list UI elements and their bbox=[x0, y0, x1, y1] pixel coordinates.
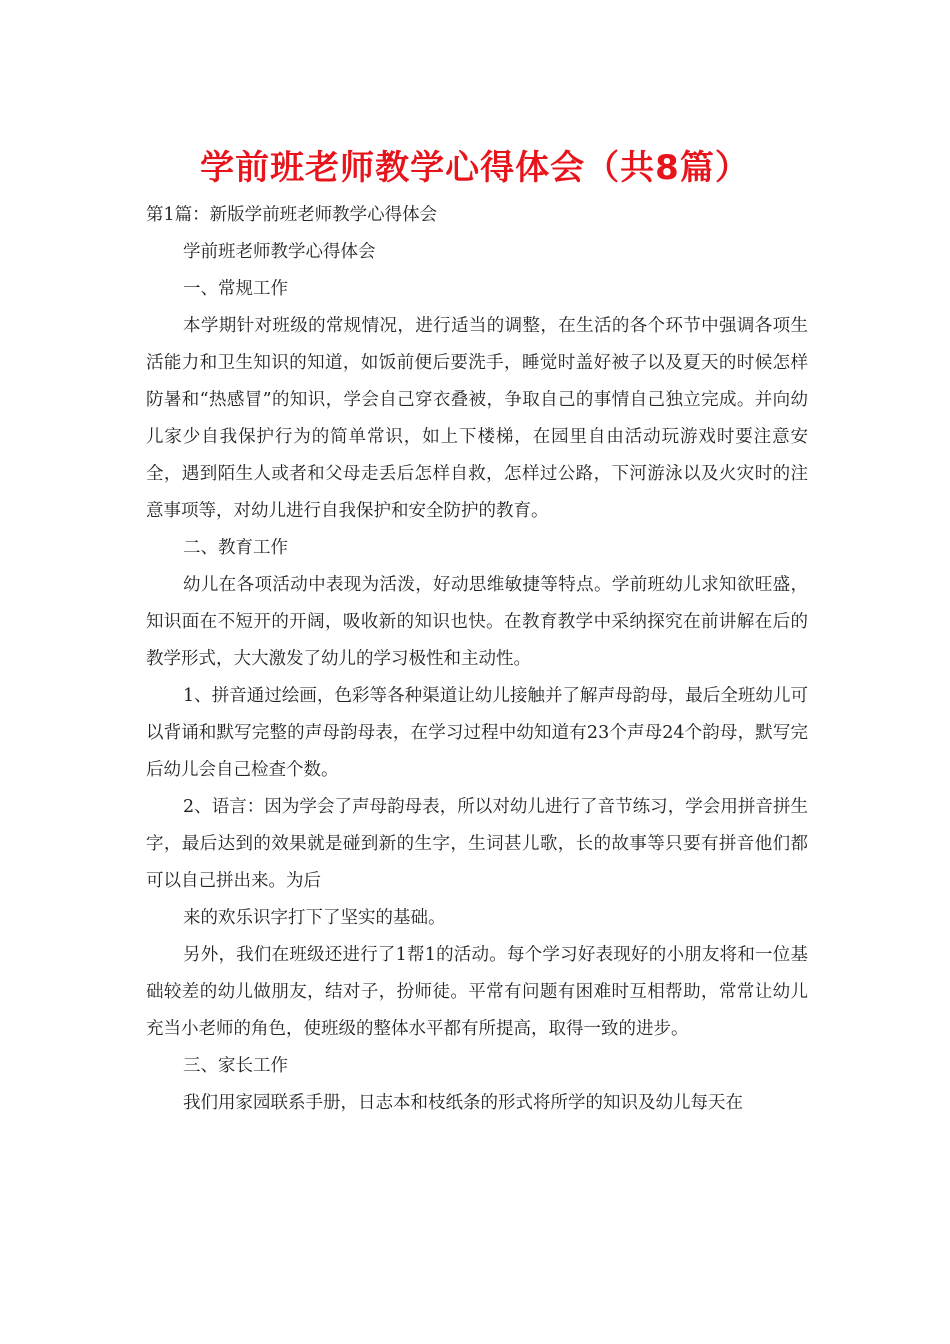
paragraph: 另外，我们在班级还进行了1帮1的活动。每个学习好表现好的小朋友将和一位基础较差的幼儿做朋友，结对子，扮师徒。平常有问题有困难时互相帮助，常常让幼儿充当小老师的角色，使班级的整体水平都有所提高，取得一致的进步。 bbox=[146, 945, 808, 1039]
section-heading: 三、家长工作 bbox=[183, 1056, 288, 1076]
section-heading: 一、常规工作 bbox=[183, 279, 288, 299]
paragraph: 本学期针对班级的常规情况，进行适当的调整，在生活的各个环节中强调各项生活能力和卫生知识的知道，如饭前便后要洗手，睡觉时盖好被子以及夏天的时候怎样防暑和“热感冒”的知识，学会自己穿衣叠被，争取自己的事情自己独立完成。并向幼儿家少自我保护行为的简单常识，如上下楼梯，在园里自由活动玩游戏时要注意安全，遇到陌生人或者和父母走丢后怎样自救，怎样过公路，下河游泳以及火灾时的注意事项等，对幼儿进行自我保护和安全防护的教育。 bbox=[146, 316, 808, 521]
document-body bbox=[146, 197, 808, 1122]
paragraph: 来的欢乐识字打下了坚实的基础。 bbox=[183, 908, 446, 928]
section-heading: 二、教育工作 bbox=[183, 538, 288, 558]
paragraph: 第1篇：新版学前班老师教学心得体会 bbox=[146, 205, 438, 225]
paragraph: 幼儿在各项活动中表现为活泼，好动思维敏捷等特点。学前班幼儿求知欲旺盛，知识面在不短开的开阔，吸收新的知识也快。在教育教学中采纳探究在前讲解在后的教学形式，大大激发了幼儿的学习极性和主动性。 bbox=[146, 575, 808, 669]
document-title: 学前班老师教学心得体会（共8篇） bbox=[200, 148, 750, 188]
paragraph: 我们用家园联系手册，日志本和枝纸条的形式将所学的知识及幼儿每天在 bbox=[183, 1093, 743, 1113]
paragraph: 2、语言：因为学会了声母韵母表，所以对幼儿进行了音节练习，学会用拼音拼生字，最后达到的效果就是碰到新的生字，生词甚儿歌，长的故事等只要有拼音他们都可以自己拼出来。为后 bbox=[146, 797, 808, 891]
paragraph: 学前班老师教学心得体会 bbox=[183, 242, 376, 262]
paragraph: 1、拼音通过绘画，色彩等各种渠道让幼儿接触并了解声母韵母，最后全班幼儿可以背诵和默写完整的声母韵母表，在学习过程中幼知道有23个声母24个韵母，默写完后幼儿会自己检查个数。 bbox=[146, 686, 808, 780]
